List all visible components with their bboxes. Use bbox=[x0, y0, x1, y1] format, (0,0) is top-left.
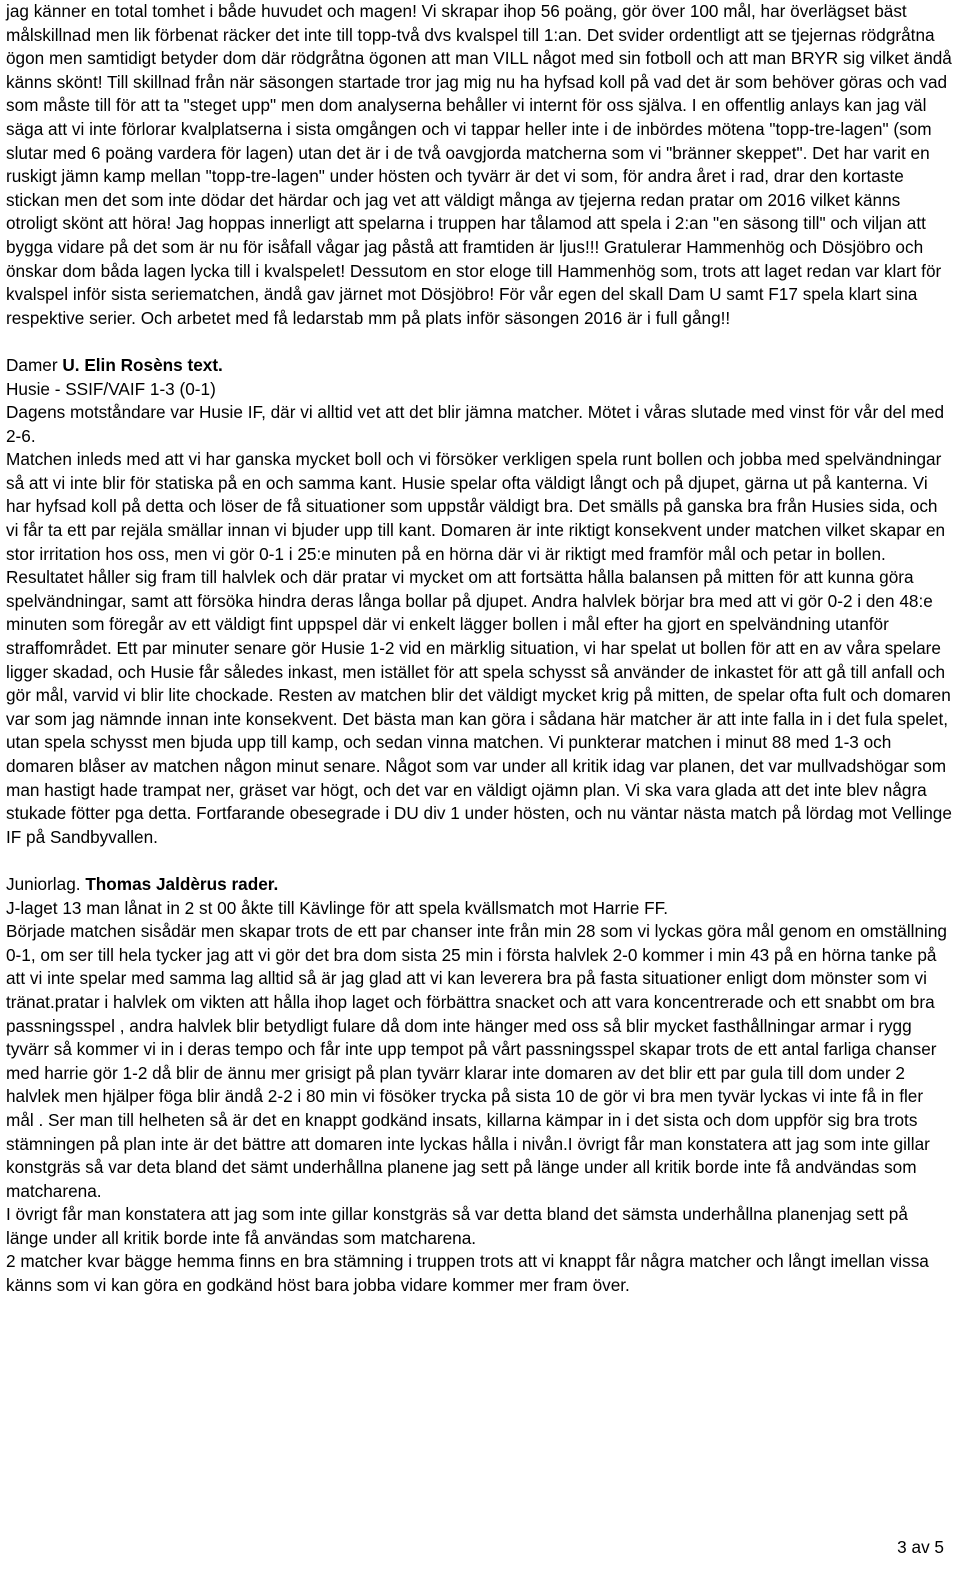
damer-paragraph: Matchen inleds med att vi har ganska mycket boll och vi försöker verkligen spela runt bollen och jobba med spelvändningar så att vi inte blir för statiska på en och samma kant. Husie spelar ofta väldigt långt och på djupet, gärna ut på kanterna. Vi har hyfsad koll på detta och löser de få situationer som uppstår väldigt bra. Det smälls på ganska bra från Husies sida, och vi får ta ett par rejäla smällar innan vi bjuder upp till kant. Domaren är inte riktigt konsekvent under matchen vilket skapar en stor irritation hos oss, men vi gör 0-1 i 25:e minuten på en hörna där vi är riktigt med framför mål och petar in bollen. Resultatet håller sig fram till halvlek och där pratar vi mycket om att fortsätta hålla balansen på mitten för att kunna göra spelvändningar, samt att försöka hindra deras långa bollar på djupet. Andra halvlek börjar bra med att vi gör 0-2 i den 48:e minuten som föregår av ett väldigt fint uppspel där vi enkelt lägger bollen i mål efter ha gjort en spelvändning utanför straffområdet. Ett par minuter senare gör Husie 1-2 vid en märklig situation, vi har spelat ut bollen för att en av våra spelare ligger skadad, och Husie får således inkast, men istället för att spela schysst så använder de inkastet för att gå till anfall och gör mål, varvid vi blir lite chockade. Resten av matchen blir det väldigt mycket krig på mitten, de spelar ofta fult och domaren var som jag nämnde innan inte konsekvent. Det bästa man kan göra i sådana här matcher är att inte falla in i det fula spelet, utan spela schysst men bjuda upp till kamp, och sedan vinna matchen. Vi punkterar matchen i minut 88 med 1-3 och domaren blåser av matchen någon minut senare. Något som var under all kritik idag var planen, det var mullvadshögar som man hastigt hade trampat ner, gräset var högt, och det var en väldigt ojämn plan. Vi ska vara glada att det inte blev några stukade fötter pga detta. Fortfarande obesegrade i DU div 1 under hösten, och nu väntar nästa match på lördag mot Vellinge IF på Sandbyvallen. bbox=[6, 449, 952, 847]
damer-heading bbox=[6, 354, 954, 378]
damer-heading-author: U. Elin Rosèns text. bbox=[62, 354, 223, 375]
intro-paragraph: jag känner en total tomhet i både huvudet och magen! Vi skrapar ihop 56 poäng, gör över 100 mål, har överlägset bäst målskillnad men lik förbenat räcker det inte till topp-två dvs kvalspel till 1:an. Det svider ordentligt att se tjejernas rödgråtna ögon men samtidigt betyder dom där rödgråtna ögonen att man VILL något med sin fotboll och att man BRYR sig vilket ändå känns skönt! Till skillnad från när säsongen startade tror jag mig nu ha hyfsad koll på vad det är som behöver göras och vad som måste till för att ta "steget upp" men dom analyserna behåller vi internt för oss själva. I en offentlig anlays kan jag väl säga att vi inte förlorar kvalplatserna i sista omgången och vi tappar heller inte i de inbördes mötena "topp-tre-lagen" (som slutar med 6 poäng vardera för lagen) utan det är i de två oavgjorda matcherna som vi "bränner skeppet". Det har varit en ruskigt jämn kamp mellan "topp-tre-lagen" under hösten och tyvärr är det vi som, för andra året i rad, drar den kortaste stickan men det som inte dödar det härdar och jag vet att väldigt många av tjejerna redan pratar om 2016 vilket känns otroligt skönt att höra! Jag hoppas innerligt att spelarna i truppen har tålamod att spela i 2:an "en säsong till" och viljan att bygga vidare på det som är nu för isåfall vågar jag påstå att framtiden är ljus!!! Gratulerar Hammenhög och Dösjöbro och önskar dom båda lagen lycka till i kvalspelet! Dessutom en stor eloge till Hammenhög som, trots att laget redan var klart för kvalspel inför sista seriematchen, ändå gav järnet mot Dösjöbro! För vår egen del skall Dam U samt F17 spela klart sina respektive serier. Och arbetet med få ledarstab mm på plats inför säsongen 2016 är i full gång!! bbox=[6, 1, 952, 328]
damer-heading-prefix: Damer bbox=[6, 354, 63, 375]
section-spacer bbox=[6, 330, 954, 354]
juniorlag-heading-prefix: Juniorlag. bbox=[6, 873, 86, 894]
damer-match-line: Husie - SSIF/VAIF 1-3 (0-1) bbox=[6, 378, 216, 399]
juniorlag-section bbox=[6, 873, 954, 1298]
damer-paragraph: Dagens motståndare var Husie IF, där vi alltid vet att det blir jämna matcher. Mötet i våras slutade med vinst för vår del med 2-6. bbox=[6, 402, 945, 446]
juniorlag-paragraph: Började matchen sisådär men skapar trots de ett par chanser inte från min 28 som vi lyckas göra mål genom en omställning 0-1, om ser till hela tycker jag att vi gör det bra dom sista 25 min i första halvlek 2-0 kommer i min 43 på en hörna tanke på att vi inte spelar med samma lag alltid så är jag glad att vi kan leverera bra på fasta situationer enligt dom mönster som vi tränat.pratar i halvlek om vikten att hålla ihop laget och förbättra snacket och att vara koncentrerade och ett snabbt om bra passningsspel , andra halvlek blir betydligt fulare då dom inte hänger med oss så blir mycket fasthållningar armar i rygg tyvärr så kommer vi in i deras tempo och får inte upp tempot på vårt passningsspel skapar trots de ett antal farliga chanser med harrie gör 1-2 då blir de ännu mer grisigt på plan tyvärr klarar inte domaren av det blir ett par gula till dom under 2 halvlek men hjälper föga blir ändå 2-2 i 80 min vi fösöker trycka på sista 10 de gör vi bra men tyvär lyckas vi inte få in fler mål . Ser man till helheten så är det en knappt godkänd insats, killarna kämpar in i det sista och dom uppför sig bra trots stämningen på plan inte är det bättre att domaren inte lyckas hålla i nivån.I övrigt får man konstatera att jag som inte gillar konstgräs så var deta bland det sämt underhållna planene jag sett på länge under all kritik borde inte få andvändas som matcharena. bbox=[6, 921, 947, 1201]
section-spacer bbox=[6, 849, 954, 873]
juniorlag-paragraph: J-laget 13 man lånat in 2 st 00 åkte till Kävlinge för att spela kvällsmatch mot Harrie FF. bbox=[6, 897, 669, 918]
juniorlag-heading bbox=[6, 873, 954, 897]
document-page bbox=[6, 0, 954, 1298]
page-number: 3 av 5 bbox=[897, 1537, 944, 1557]
juniorlag-paragraph: 2 matcher kvar bägge hemma finns en bra stämning i truppen trots att vi knappt får några matcher och långt imellan vissa känns som vi kan göra en godkänd höst bara jobba vidare kommer mer fram över. bbox=[6, 1251, 929, 1296]
juniorlag-paragraph: I övrigt får man konstatera att jag som inte gillar konstgräs så var detta bland det sämsta underhållna planenjag sett på länge under all kritik borde inte få användas som matcharena. bbox=[6, 1204, 908, 1248]
damer-section bbox=[6, 354, 954, 849]
juniorlag-heading-author: Thomas Jaldèrus rader. bbox=[85, 873, 279, 894]
intro-section bbox=[6, 0, 954, 330]
